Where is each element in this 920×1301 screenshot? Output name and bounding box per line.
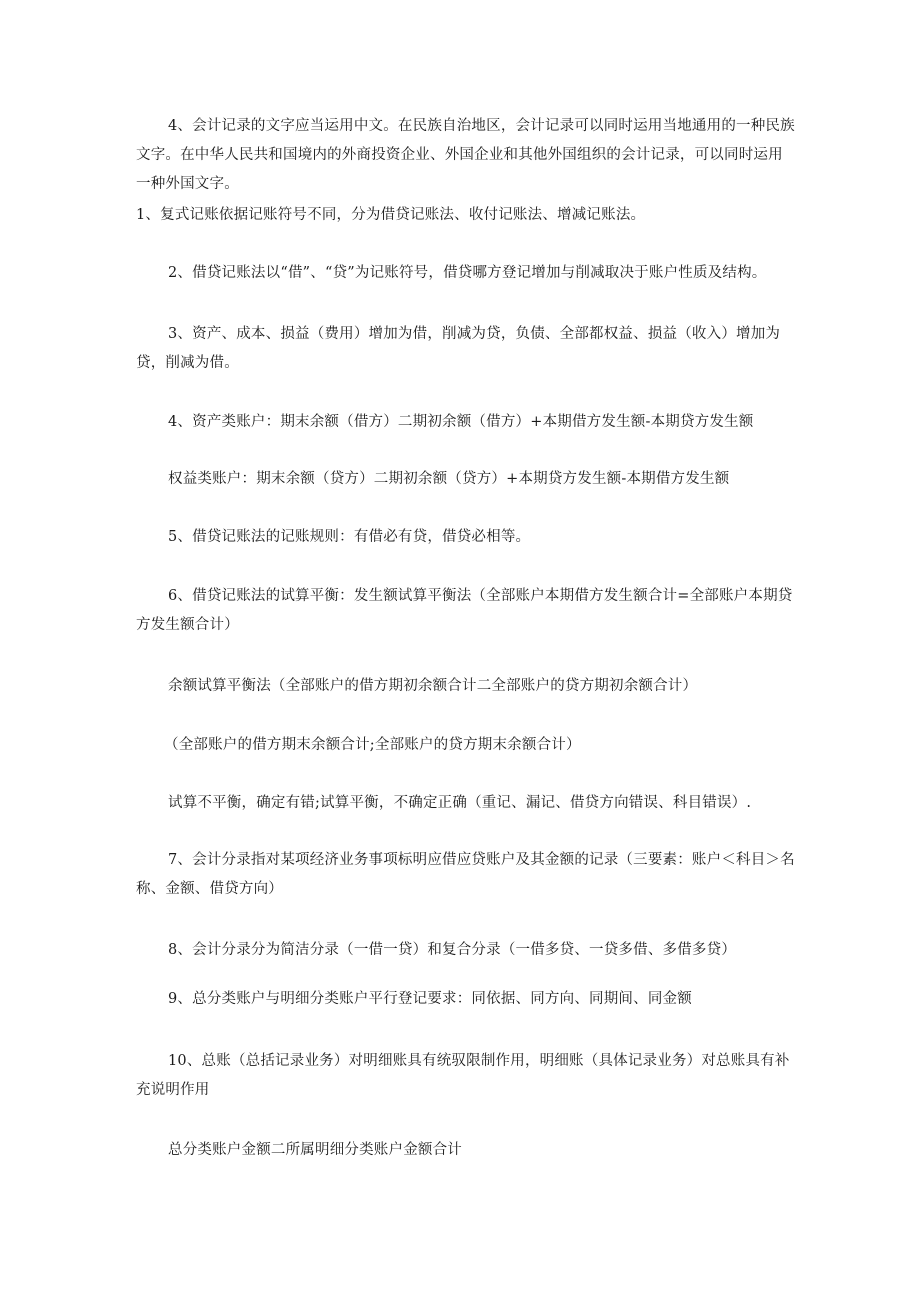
paragraph-equity-accounts: 权益类账户：期末余额（贷方）二期初余额（贷方）+本期贷方发生额-本期借方发生额 [168, 471, 730, 487]
paragraph-ledger-total: 总分类账户金额二所属明细分类账户金额合计 [168, 1142, 462, 1158]
paragraph-balance-method: 余额试算平衡法（全部账户的借方期初余额合计二全部账户的贷方期初余额合计） [168, 678, 698, 694]
paragraph-trial-note: 试算不平衡，确定有错;试算平衡，不确定正确（重记、漏记、借贷方向错误、科目错误）. [168, 795, 752, 811]
paragraph-2-debit-credit: 2、借贷记账法以“借”、“贷”为记账符号，借贷哪方登记增加与削减取决于账户性质及结构。 [168, 265, 767, 281]
paragraph-6-trial-balance: 6、借贷记账法的试算平衡：发生额试算平衡法（全部账户本期借方发生额合计=全部账户本期贷方发生额合计） [136, 588, 793, 633]
paragraph-1-double-entry: 1、复式记账依据记账符号不同，分为借贷记账法、收付记账法、增减记账法。 [136, 207, 646, 223]
paragraph-10-general-ledger: 10、总账（总括记录业务）对明细账具有统驭限制作用，明细账（具体记录业务）对总账具有补充说明作用 [136, 1053, 790, 1098]
paragraph-4-language: 4、会计记录的文字应当运用中文。在民族自治地区，会计记录可以同时运用当地通用的一种民族文字。在中华人民共和国境内的外商投资企业、外国企业和其他外国组织的会计记录，可以同时运用一种外国文字。 [136, 118, 795, 192]
paragraph-7-journal-entry: 7、会计分录指对某项经济业务事项标明应借应贷账户及其金额的记录（三要素：账户＜科目＞名称、金额、借贷方向） [136, 852, 795, 897]
paragraph-5-rule: 5、借贷记账法的记账规则：有借必有贷，借贷必相等。 [168, 529, 531, 545]
paragraph-8-entry-types: 8、会计分录分为简洁分录（一借一贷）和复合分录（一借多贷、一贷多借、多借多贷） [168, 942, 737, 958]
paragraph-9-parallel-posting: 9、总分类账户与明细分类账户平行登记要求：同依据、同方向、同期间、同金额 [168, 991, 692, 1007]
paragraph-4-asset-accounts: 4、资产类账户：期末余额（借方）二期初余额（借方）+本期借方发生额-本期贷方发生额 [168, 414, 754, 430]
paragraph-ending-balance: （全部账户的借方期末余额合计;全部账户的贷方期末余额合计） [164, 737, 581, 753]
paragraph-3-increase-decrease: 3、资产、成本、损益（费用）增加为借，削减为贷，负债、全部都权益、损益（收入）增加为贷，削减为借。 [136, 326, 781, 371]
